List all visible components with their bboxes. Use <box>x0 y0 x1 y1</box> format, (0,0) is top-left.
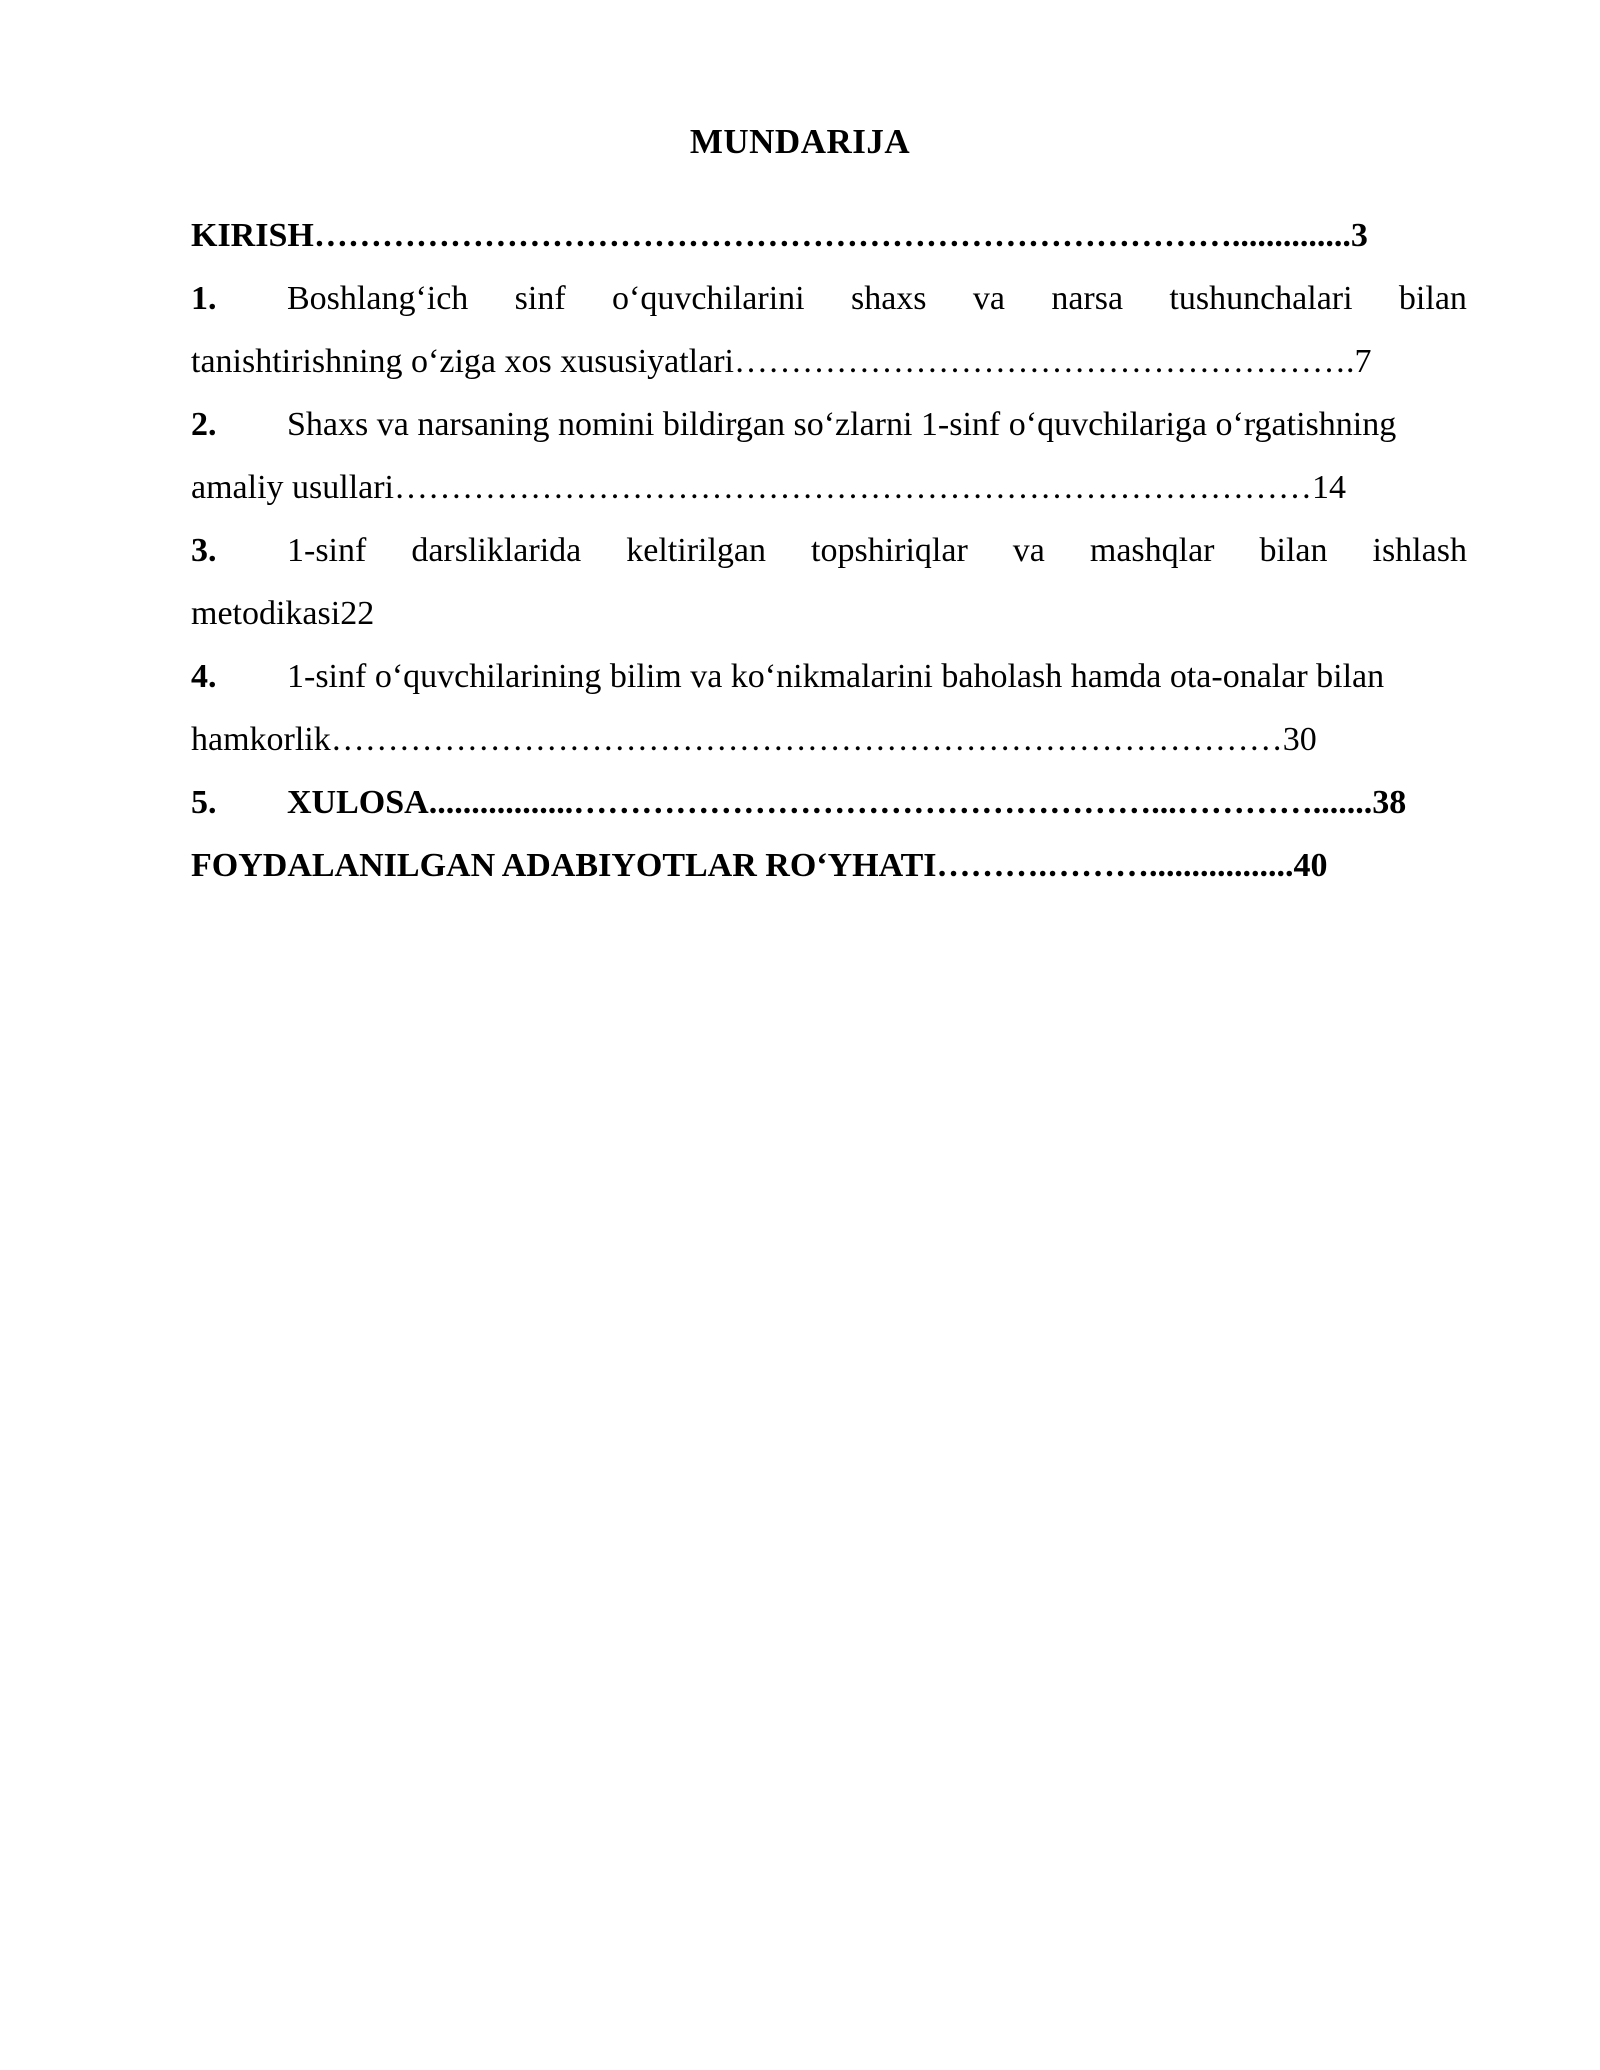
toc-entry-3-line1[interactable] <box>191 525 1467 577</box>
toc-word: sinf <box>514 280 566 317</box>
toc-entry-label: KIRISH <box>191 217 314 254</box>
toc-word: keltirilgan <box>626 532 767 569</box>
toc-word: va <box>972 280 1005 317</box>
toc-leader: .................……………………………………………...…………....... <box>428 784 1373 821</box>
toc-entry-text: Shaxs va narsaning nomini bildirgan so‘zlarni 1-sinf o‘quvchilariga o‘rgatishning <box>287 406 1397 443</box>
toc-page-number: 14 <box>1312 469 1347 506</box>
toc-page-number: 40 <box>1293 847 1328 884</box>
toc-entry-label: FOYDALANILGAN ADABIYOTLAR RO‘YHATI <box>191 847 937 884</box>
toc-page-number: 30 <box>1282 721 1317 758</box>
toc-entry-number: 5. <box>191 784 217 821</box>
toc-word: narsa <box>1051 280 1124 317</box>
toc-word: o‘quvchilarini <box>612 280 805 317</box>
toc-entry-label: XULOSA <box>287 784 429 821</box>
toc-entry-2-line1[interactable] <box>191 399 1396 451</box>
toc-entry-5[interactable] <box>191 777 1406 829</box>
toc-leader: ………………………………………………………………………… <box>330 721 1283 758</box>
toc-page-number: 3 <box>1350 217 1368 254</box>
toc-entry-2-line2[interactable] <box>191 462 1346 514</box>
toc-leader: ……………………………………………………………………….............. <box>313 217 1351 254</box>
toc-word: tushunchalari <box>1169 280 1353 317</box>
toc-entry-number: 3. 1-sinf <box>191 532 367 569</box>
toc-leader: ……….………................. <box>936 847 1294 884</box>
toc-entry-text: metodikasi <box>191 595 341 632</box>
toc-entry-1-line1[interactable] <box>191 273 1467 325</box>
toc-entry-number: 2. <box>191 406 217 443</box>
toc-word: bilan <box>1398 280 1467 317</box>
toc-word: darsliklarida <box>411 532 582 569</box>
toc-word: va <box>1012 532 1045 569</box>
toc-entry-4-line2[interactable] <box>191 714 1317 766</box>
toc-page-number: 22 <box>340 595 375 632</box>
toc-word: ishlash <box>1372 532 1467 569</box>
toc-leader: ……………………………………………………………………… <box>394 469 1313 506</box>
toc-entry-kirish[interactable] <box>191 210 1368 262</box>
toc-entry-bibliography[interactable] <box>191 840 1328 892</box>
toc-entry-text: 1-sinf o‘quvchilarining bilim va ko‘nikmalarini baholash hamda ota-onalar bilan <box>287 658 1385 695</box>
toc-entry-number: 4. <box>191 658 217 695</box>
toc-page-number: 7 <box>1354 343 1372 380</box>
toc-entry-3-line2[interactable] <box>191 588 374 640</box>
toc-word: bilan <box>1259 532 1328 569</box>
toc-title: MUNDARIJA <box>689 122 911 161</box>
toc-page-number: 38 <box>1372 784 1407 821</box>
toc-entry-text: amaliy usullari <box>191 469 395 506</box>
toc-word: topshiriqlar <box>811 532 968 569</box>
toc-entry-4-line1[interactable] <box>191 651 1384 703</box>
toc-entry-text: tanishtirishning o‘ziga xos xususiyatlari <box>191 343 734 380</box>
toc-word: mashqlar <box>1089 532 1215 569</box>
toc-entry-text: hamkorlik <box>191 721 331 758</box>
toc-leader: ………………………………………………. <box>734 343 1355 380</box>
toc-word: shaxs <box>850 280 927 317</box>
toc-entry-1-line2[interactable] <box>191 336 1372 388</box>
toc-entry-number: 1. Boshlang‘ich <box>191 280 469 317</box>
